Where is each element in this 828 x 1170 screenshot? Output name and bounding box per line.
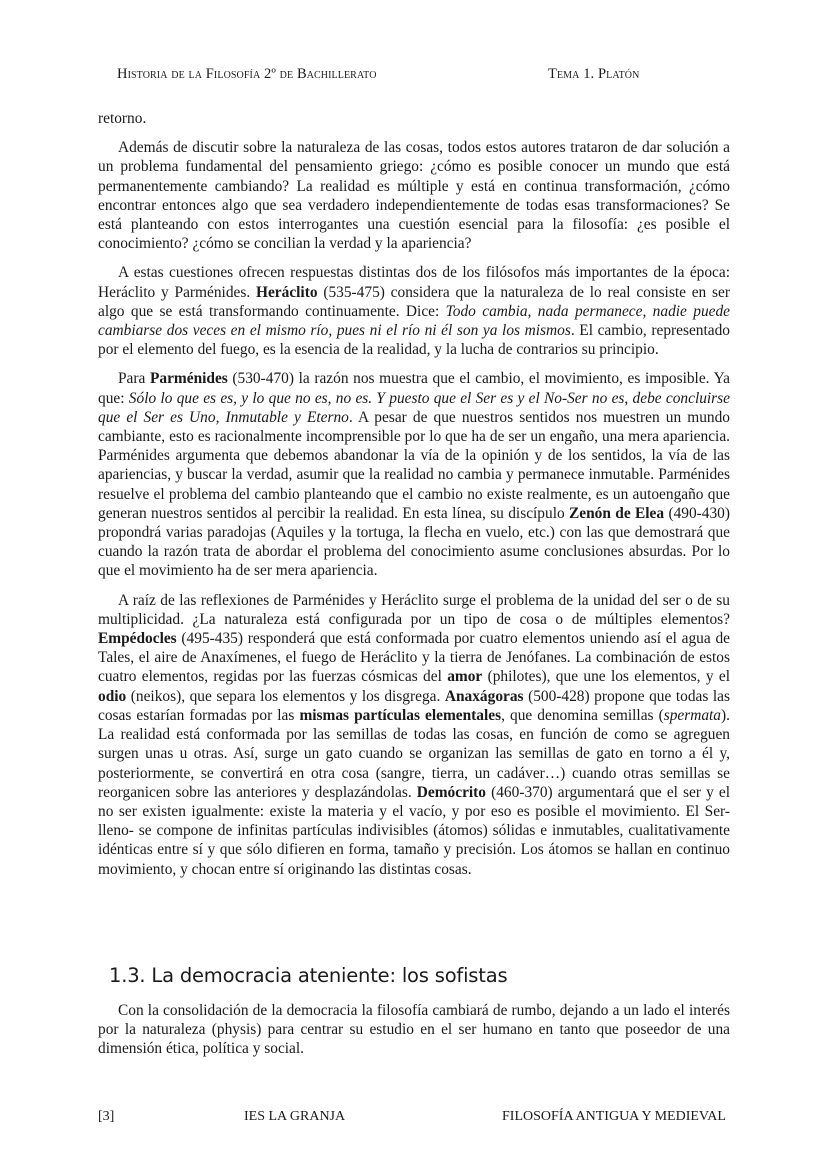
section-body xyxy=(98,1001,730,1059)
text-run: (535-475) considera que la naturaleza de lo real consiste en ser algo que se está transformando continuamente. Dice: xyxy=(98,283,730,320)
text-run: ). La realidad está conformada por las semillas de todas las cosas, en función de como se agreguen surgen unas u otras. Así, surge un gato cuando se organizan las semillas de gato en torno a él y, posteriormente, se convertirá en otra cosa (sangre, tierra, un cadáver…) cuando otras semillas se reorganicen sobre las anteriores y desplazándolas. xyxy=(98,706,730,801)
emphasized-term: Zenón de Elea xyxy=(569,504,665,522)
text-run: . El cambio, representado por el elemento del fuego, es la esencia de la realidad, y la lucha de contrarios su principio. xyxy=(98,322,730,359)
text-run: (530-470) la razón nos muestra que el cambio, el movimiento, es imposible. Ya que: xyxy=(98,370,730,407)
page-number: [3] xyxy=(98,1109,115,1124)
text-run: (495-435) responderá que está conformada por cuatro elementos uniendo así el agua de Tales, el aire de Anaxímenes, el fuego de Heráclito y la tierra de Jenófanes. La combinación de estos cuatro elementos, regidas por las fuerzas cósmicas del xyxy=(98,630,730,686)
paragraph-heraclitus xyxy=(98,263,730,359)
footer-institution: IES LA GRANJA xyxy=(244,1109,346,1124)
text-run: , que denomina semillas ( xyxy=(501,706,664,724)
running-header-right: Tema 1. Platón xyxy=(548,66,640,82)
paragraph-parmenides xyxy=(98,369,730,580)
text-run: (460-370) argumentará que el ser y el no ser existen igualmente: existe la materia y el vacío, y por eso es posible el movimiento. El Ser-lleno- se compone de infinitas partículas indivisibles (átomos) sólidas e inmutables, cualitativamente idénticas entre sí y que sólo difieren en forma, tamaño y precisión. Los átomos se hallan en continuo movimiento, y chocan entre sí originando las distintas cosas. xyxy=(98,783,730,878)
paragraph-continuation: retorno. xyxy=(98,110,147,127)
emphasized-term: Heráclito xyxy=(256,283,318,301)
section-heading: 1.3. La democracia ateniente: los sofistas xyxy=(109,964,508,987)
quotation: spermata xyxy=(663,706,722,724)
text-run: (neikos), que separa los elementos y los disgrega. xyxy=(126,687,445,705)
quotation: Todo cambia, nada permanece, nadie puede cambiarse dos veces en el mismo río, pues ni el río ni él son ya los mismos xyxy=(98,302,730,340)
emphasized-term: odio xyxy=(98,687,127,705)
emphasized-term: Parménides xyxy=(149,370,228,388)
text-run: (490-430) propondrá varias paradojas (Aquiles y la tortuga, la flecha en vuelo, etc.) con las que demostrará que cuando la razón trata de abordar el problema del conocimiento asume conclusiones absurdas. Por lo que el movimiento ha de ser mera apariencia. xyxy=(98,504,730,580)
text-run: (500-428) propone que todas las cosas estarían formadas por las xyxy=(98,687,730,724)
emphasized-term: amor xyxy=(447,668,483,686)
text-run: . A pesar de que nuestros sentidos nos muestren un mundo cambiante, esto es racionalmente incomprensible por lo que ha de ser un engaño, una mera apariencia. Parménides argumenta que debemos abandonar la vía de la opinión y de los sentidos, la vía de las apariencias, y buscar la verdad, asumir que la realidad no cambia y permanece inmutable. Parménides resuelve el problema del cambio planteando que el cambio no existe realmente, es un autoengaño que generan nuestros sentidos al percibir la realidad. En esta línea, su discípulo xyxy=(98,408,730,522)
quotation: Sólo lo que es es, y lo que no es, no es. Y puesto que el Ser es y el No-Ser no es, debe concluirse que el Ser es Uno, Inmutable y Eterno xyxy=(98,389,730,426)
emphasized-term: Demócrito xyxy=(416,783,487,801)
text-run: A raíz de las reflexiones de Parménides y Heráclito surge el problema de la unidad del ser o de su multiplicidad. ¿La naturaleza está configurada por un tipo de cosa o de múltiples elementos? xyxy=(98,591,730,628)
text-run: Para xyxy=(118,370,150,388)
emphasized-term: mismas partículas elementales xyxy=(299,706,502,724)
emphasized-term: Empédocles xyxy=(98,630,177,648)
paragraph-knowledge-problem: Además de discutir sobre la naturaleza de las cosas, todos estos autores trataron de dar solución a un problema fundamental del pensamiento griego: ¿cómo es posible conocer un mundo que está permanentemente cambiando? La realidad es múltiple y está en continua transformación, ¿cómo encontrar entonces algo que sea verdadero independientemente de todas esas transformaciones? Se está planteando con estos interrogantes una cuestión esencial para la filosofía: ¿es posible el conocimiento? ¿cómo se concilian la verdad y la apariencia? xyxy=(98,139,730,253)
paragraph-pluralists xyxy=(98,591,730,879)
text-run: (philotes), que une los elementos, y el xyxy=(482,668,731,686)
running-header-left: Historia de la Filosofía 2º de Bachillerato xyxy=(117,66,377,82)
text-run: A estas cuestiones ofrecen respuestas distintas dos de los filósofos más importantes de la época: Heráclito y Parménides. xyxy=(98,264,730,301)
footer-subject: FILOSOFÍA ANTIGUA Y MEDIEVAL xyxy=(502,1109,726,1124)
emphasized-term: Anaxágoras xyxy=(444,687,524,705)
document-body xyxy=(98,109,730,879)
paragraph-sophists-intro: Con la consolidación de la democracia la filosofía cambiará de rumbo, dejando a un lado el interés por la naturaleza (physis) para centrar su estudio en el ser humano en tanto que poseedor de una dimensión ética, política y social. xyxy=(98,1002,730,1058)
